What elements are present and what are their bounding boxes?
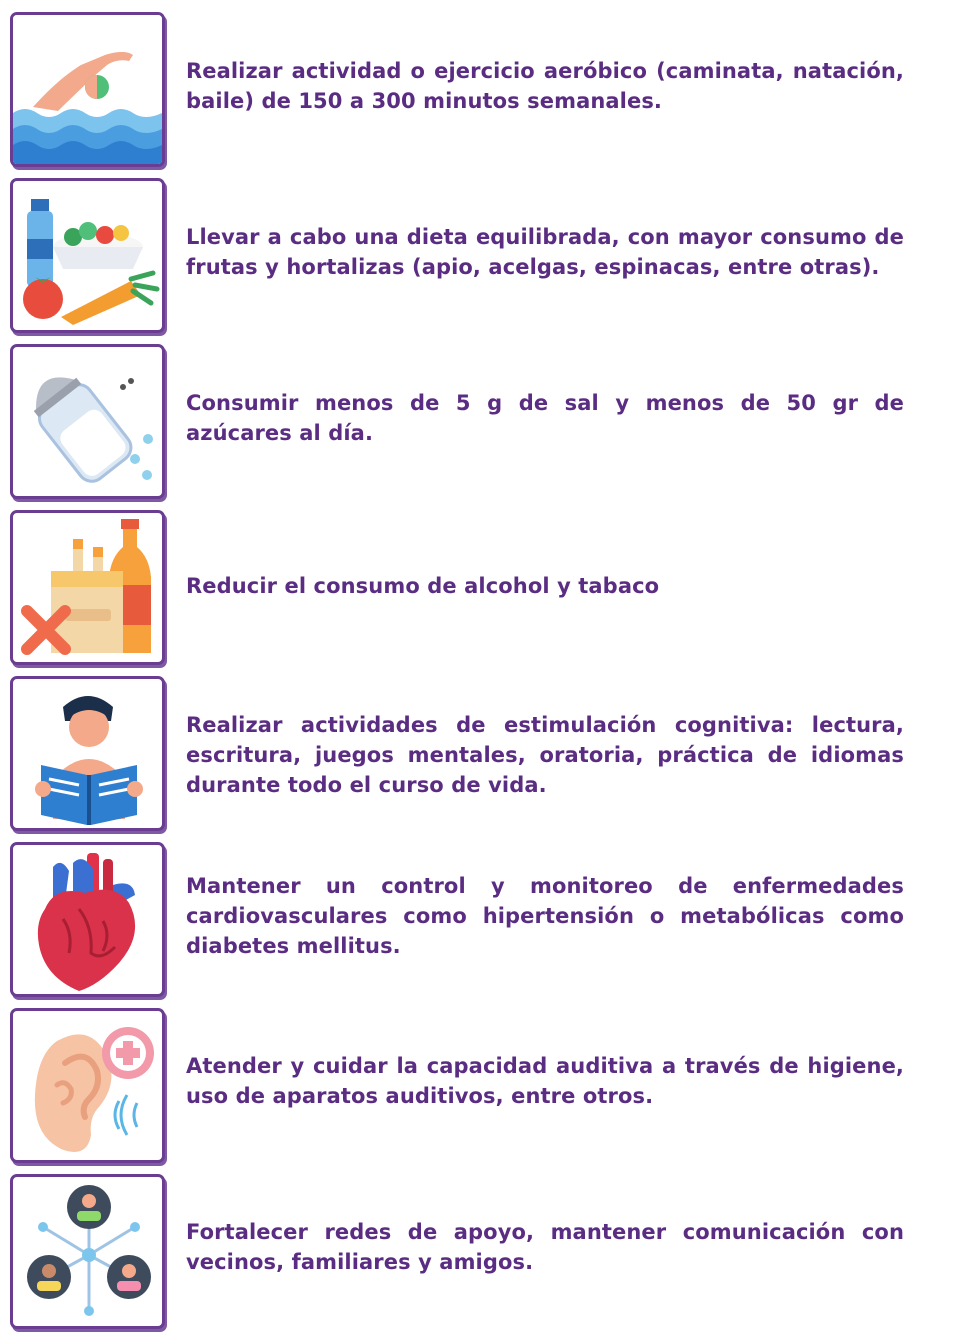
list-item [0, 12, 954, 170]
item-text: Mantener un control y monitoreo de enfermedades cardiovasculares como hipertensión o metabólicas como diabetes mellitus. [186, 874, 904, 958]
item-text: Realizar actividad o ejercicio aeróbico (caminata, natación, baile) de 150 a 300 minutos semanales. [186, 59, 904, 113]
healthy-food-icon [13, 181, 162, 330]
list-item [0, 1174, 954, 1332]
icon-frame [10, 676, 165, 831]
item-text: Llevar a cabo una dieta equilibrada, con mayor consumo de frutas y hortalizas (apio, acelgas, espinacas, entre otras). [186, 225, 904, 279]
list-item [0, 178, 954, 336]
item-text: Atender y cuidar la capacidad auditiva a través de higiene, uso de aparatos auditivos, entre otros. [186, 1054, 904, 1108]
icon-frame [10, 12, 165, 167]
item-text: Reducir el consumo de alcohol y tabaco [186, 574, 660, 598]
list-item [0, 344, 954, 502]
item-text: Realizar actividades de estimulación cognitiva: lectura, escritura, juegos mentales, oratoria, práctica de idiomas durante todo el curso de vida. [186, 713, 904, 797]
icon-frame [10, 1008, 165, 1163]
list-item [0, 510, 954, 668]
reading-person-icon [13, 679, 162, 828]
swimmer-icon [13, 15, 162, 164]
icon-frame [10, 178, 165, 333]
icon-frame [10, 510, 165, 665]
icon-frame [10, 344, 165, 499]
list-item [0, 1008, 954, 1166]
no-alcohol-tobacco-icon [13, 513, 162, 662]
icon-frame [10, 842, 165, 997]
ear-health-icon [13, 1011, 162, 1160]
item-text: Consumir menos de 5 g de sal y menos de 50 gr de azúcares al día. [186, 391, 904, 445]
heart-icon [13, 845, 162, 994]
salt-shaker-icon [13, 347, 162, 496]
item-text: Fortalecer redes de apoyo, mantener comunicación con vecinos, familiares y amigos. [186, 1220, 904, 1274]
list-item [0, 676, 954, 834]
icon-frame [10, 1174, 165, 1329]
support-network-icon [13, 1177, 162, 1326]
list-item [0, 842, 954, 1000]
